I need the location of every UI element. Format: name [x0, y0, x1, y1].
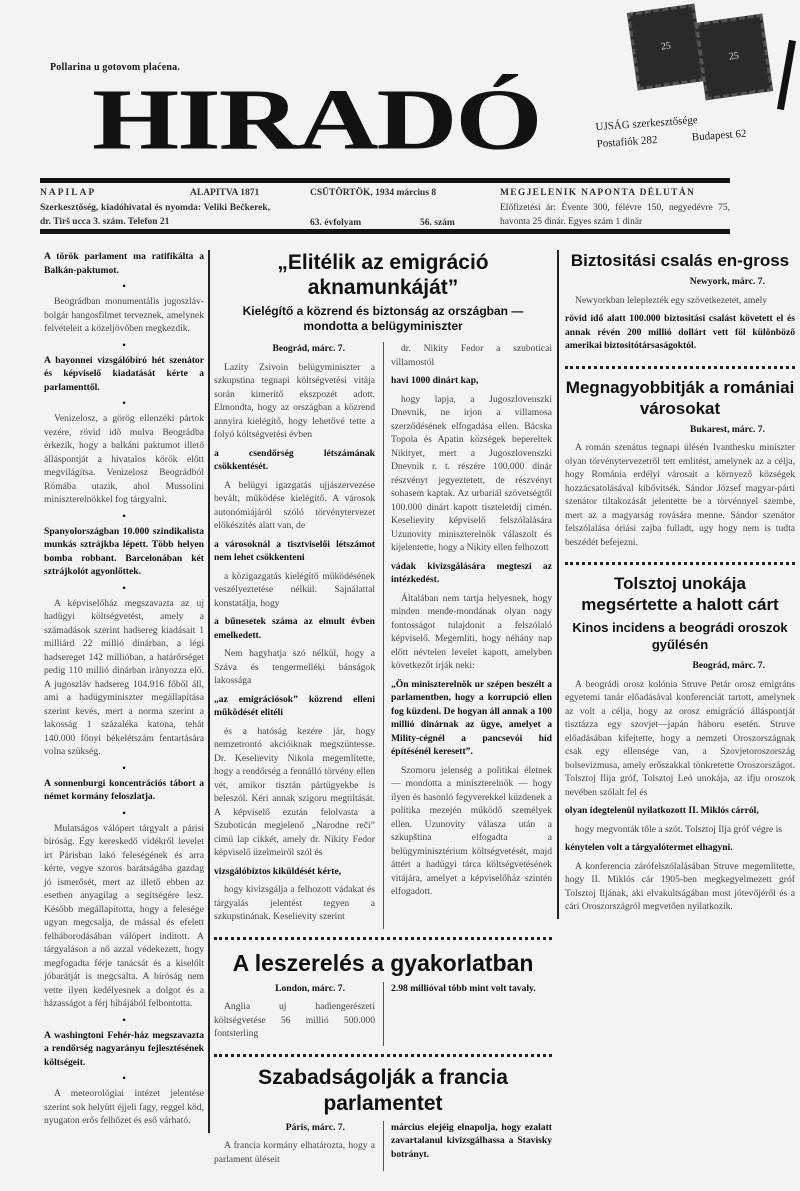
romania-article — [565, 423, 795, 555]
newspaper-title: HIRADÓ — [92, 71, 541, 169]
separator-bullet: • — [122, 1073, 126, 1084]
france-col-a — [214, 1121, 375, 1172]
paragraph: A belügyi igazgatás ujjászervezése bevált, működése kielégítő. A városok autonómiájáról szóló törvénytervezet előkészítés alatt van, de — [214, 479, 375, 531]
paragraph: A konferencia zárófelszólalásában Struve megemlitette, hogy II. Miklós cár 1905-ben megkegyelmezett gróf Tolsztoj Iljának, aki elvakultságában most jótevőjéről és a cári Oroszországról megvetően nyilatkozik. — [565, 860, 795, 912]
bold-paragraph: A sonnenburgi koncentrációs tábort a német kormány feloszlatja. — [44, 777, 204, 802]
bold-paragraph: Spanyolországban 10.000 szindikalista munkás sztrájkba lépett. Több helyen bomba robbant. Barcelonában két sztrájkolót agyonlőttek. — [44, 525, 204, 577]
bold-paragraph: kénytelen volt a tárgyalótermet elhagyni. — [565, 842, 733, 853]
disarm-col-b — [383, 982, 552, 1046]
ink-mark — [777, 40, 796, 110]
info-issue: 56. szám — [420, 218, 455, 228]
right-column — [557, 250, 795, 919]
paragraph: hogy lapja, a Jugoszlovenszki Dnevnik, ne irjon a villamosa szerződésének elfogadása ellen. Bácska Topola és Apatin községek bepereltek Nikityet, mert a Jugoszlovenszki Dnevnik r. t. részére 100.000 dinár részvényt jegyeztetett, de részvényt sohasem kaptak. Az urbariál szövetségtől 100.000 dinárt kapott tiszteletdíj cimén. Keselievity képviselő felszólalására Uzunovity miniszterelnök válaszolt és kijelentette, hogy a Nikity ellen felhozott — [391, 393, 552, 553]
bold-paragraph: rövid idő alatt 100.000 biztositási csalást követett el és annak révén 200 millió dollárt vett föl különböző amerikai biztositótársaságoktól. — [565, 313, 795, 351]
paragraph: és a hatóság kezére jár, hogy nemzetrontó akcióiknak megszüntesse. Dr. Keselievity Nikola megemlítette, hogy a rendőrség a fennálló törvény ellen vét, amikor tisztán pártügyekbe is beleszól. Kéri annak szigoru megtiltását. A képviselő ezután felolvasta a Szuboticán megjelenő „Narodne reči” cimü lap cikkét, amely dr. Nikity Fedor képviselő üzelmeiről szól és — [214, 725, 375, 858]
postage-stamp: 25 — [627, 4, 705, 91]
tolstoy-subhead: Kinos incidens a beográdi oroszok gyűlésén — [572, 620, 788, 652]
disarm-headline: A leszerelés a gyakorlatban — [232, 949, 534, 976]
bold-paragraph: vádak kivizsgálására megteszi az intézkedést. — [391, 560, 552, 585]
disarm-article — [214, 982, 552, 1046]
paragraph: A meteorológiai intézet jelentése szerint sok helyütt éjjeli fagy, reggel köd, nyugaton erős felhőzet és eső várható. — [44, 1088, 204, 1126]
disarm-col-a — [214, 982, 375, 1046]
dateline: Páris, márc. 7. — [285, 1121, 345, 1133]
dotted-rule — [214, 937, 552, 940]
insurance-headline: Biztositási csalás en-gross — [570, 251, 790, 270]
bold-paragraph: „Ön miniszterelnök ur szépen beszélt a parlamentben, hogy a korrupció ellen fog küzdeni. De hogyan áll annak a 100 millió dinárnak az ügye, amelyet a Mility-cégnél a pancsevói híd építésénél keresett”. — [391, 678, 552, 757]
paragraph: Általában nem tartja helyesnek, hogy minden mende-mondának olyan nagy fontosságot tulajdonit a felszólaló képviselő. Megemlíti, hogy néhány nap előtt névtelen levelet kapott, amelyben következőt írják neki: — [391, 592, 552, 671]
bold-paragraph: március elejéig elnapolja, hogy ezalatt zavartalanul kivizsgálhassa a Stavisky botrányt. — [391, 1121, 552, 1160]
rule — [40, 178, 730, 183]
main-article-col-b — [383, 342, 552, 929]
bold-paragraph: havi 1000 dinárt kap, — [391, 375, 479, 386]
editorial-stamp — [589, 106, 753, 155]
france-article — [214, 1121, 552, 1172]
tolstoy-article — [565, 659, 795, 919]
paragraph: A román szenátus tegnapi ülésén Ivanthesku miniszter olyan törvénytervezetről tett emlitést, amelynek az a célja, hogy Románia erdélyi városait a környező községek hozzácsatolásával kibővitsék. Sándor József magyar-párti szenátor tiltakozását jelentette be a törvénnyel szembe, mert az a magyarság rovására menne. Sándor szenátor felszólalása óriási zajba fulladt, ugy hogy nem is tudta beszédét befejezni. — [565, 442, 795, 548]
paragraph: Szomoru jelenség a politikai életnek — mondotta a miniszterelnök — hogy ilyen és hasonló fegyverekkel küzdenek a politika mezején működő személyek ellen. Uzunovity válasza után a szkupština elfogadta a belügyminisztérium költségvetését, majd áttért a hadügyi tárca költségvetésének vitájára, amelyet a képviselőház szintén elfogadott. — [391, 764, 552, 897]
bold-paragraph: a bűnesetek száma az elmult évben emelkedett. — [214, 616, 375, 641]
dateline: Bukarest, márc. 7. — [689, 423, 765, 435]
main-subhead: Kielégítő a közrend és biztonság az országban — mondotta a belügyminiszter — [242, 304, 524, 333]
separator-bullet: • — [122, 582, 126, 594]
bold-paragraph: „az emigrációsok” közrend elleni működését elitéli — [214, 693, 375, 718]
paragraph: Nem hagyhatja szó nélkül, hogy a Száva és tengermelléki bánságok lakossága — [214, 648, 375, 686]
separator-bullet: • — [122, 1014, 126, 1026]
bold-paragraph: 2.98 millióval több mint volt tavaly. — [391, 982, 536, 994]
stamp-line: Postafiók 282 — [596, 133, 658, 151]
paragraph: Mulatságos válópert tárgyalt a párisi bíróság. Egy kereskedő vidékről levelet irt Párisban lakó feleségének és arra kérte, vegye szoros barátságába gazdag jó ismerősét, mert az illető ebben az esetben anyagilag a segítségére lesz. Később megállapította, hogy a felesége ugyan megcsalja, de mással és efelett felháborodásában válópert inditott. A tárgyaláson a nő azzal védekezett, hogy megfogadta férje tanácsát és a kiselőlt jóbarátját is megcsalta. A bíróság nem vette ilyen kedélyesnek a dolgot és a házasságot a férj hibájából felbontotta. — [44, 822, 204, 1009]
paragraph: Lazity Zsivoin belügyminiszter a szkupstina tegnapi költségvetési vitája során kimerítő ekszpozét adott. Elmondta, hogy az országban a közrend annyira kielégítő, hogy lehetővé tette a folyó költségvetési évben — [214, 361, 375, 440]
paragraph: Newyorkban leleplezték egy szövetkezetet, amely — [575, 294, 768, 306]
bold-paragraph: A török parlament ma ratifikálta a Balkán-paktumot. — [44, 251, 204, 276]
dateline: Beográd, márc. 7. — [692, 660, 765, 671]
stamp-line: UJSÁG szerkesztősége — [595, 114, 699, 134]
paragraph: A beográdi orosz kolónia Struve Petár orosz emigráns egyetemi tanár előadásával konferenciát tartott, amelynek az volt a célja, hogy az orosz emigráció álláspontját tisztázza egy szovjet—japán háboru esetén. Struve előadásában kifejtette, hogy a nemzeti Oroszországnak csak egy ellensége van, a Szovjetoroszország bolsevizmusa, amely erőszakkal tönkretette Oroszországot. Tolsztoj Ilija gróf, Tolsztoj Leó unokája, az ifju oroszok nevében szólalt fel és — [565, 678, 795, 798]
stamp-line: Budapest 62 — [691, 127, 747, 144]
paragraph: hogy kivizsgálja a felhozott vádakat és tárgyalás jelentést tegyen a szkupstinának. Keselievity szerint — [214, 884, 375, 922]
france-col-b — [383, 1121, 552, 1172]
paragraph: A képviselőház megszavazta az uj hadügyi költségvetést, amely a számadások szerint hadsereg kiadásait 1 milliárd 22 millió dinárban, a légi hadsereget 142 millióban, a határőrséget pedig 110 millió dinárban irányozza elő. A jugoszláv hadsereg 104.916 főből áll, ami a hadügyminiszter megállapítása szerint kevés, mert a norma szerint a lakosság 1 százaléka katona, tehát 140.000 főnyi békelétszám fentartására volna szükség. — [44, 597, 204, 757]
bold-paragraph: a csendőrség létszámának csökkentését. — [214, 447, 375, 472]
info-date: CSÜTÖRTÖK, 1934 március 8 — [310, 188, 437, 198]
info-appears: MEGJELENIK NAPONTA DÉLUTÁN — [500, 188, 696, 198]
bold-paragraph: A washingtoni Fehér-ház megszavazta a rendőrség nagyarányu fejlesztésének költségeit. — [44, 1029, 204, 1068]
romania-headline: Megnagyobbitják a romániai városokat — [565, 377, 795, 418]
paragraph: A francia kormány elhatározta, hogy a parlament üléseit — [214, 1140, 375, 1165]
insurance-article — [565, 275, 795, 358]
dateline: London, márc. 7. — [275, 982, 345, 994]
postage-stamp: 25 — [695, 14, 773, 101]
bold-paragraph: olyan idegtelenül nyilatkozott II. Miklós cárról, — [565, 805, 759, 816]
info-address: Szerkesztőség, kiadóhivatal és nyomda: Veliki Bečkerek, dr. Tirš ucca 3. szám. Telefon 21 — [40, 203, 270, 227]
dateline: Newyork, márc. 7. — [689, 276, 765, 287]
dateline: Beográd, márc. 7. — [272, 343, 345, 354]
main-column — [214, 250, 552, 1171]
separator-bullet: • — [122, 762, 126, 774]
bold-paragraph: a városoknál a tisztviselői létszámot nem lehet csökkenteni — [214, 538, 375, 563]
paragraph: Anglia uj hadiengerészeti költségvetése 56 millió 500.000 fontsterling — [214, 1001, 375, 1039]
dotted-rule — [565, 562, 795, 565]
paragraph: dr. Nikity Fedor a szuboticai villamostól — [391, 343, 552, 368]
separator-bullet: • — [122, 281, 126, 292]
separator-bullet: • — [122, 807, 126, 819]
france-headline: Szabadságolják a francia parlamentet — [258, 1065, 508, 1115]
info-subscription: Előfizetési ár: Évente 300, félévre 150, negyedévre 75, havonta 25 dinár. Egyes szám 1 dinár — [500, 203, 730, 227]
main-headline: „Elitélik az emigráció aknamunkáját” — [277, 251, 489, 299]
postage-note: Pollarina u gotovom plaćena. — [50, 62, 181, 73]
news-briefs — [44, 250, 210, 1133]
main-article-col-a — [214, 342, 375, 929]
bold-paragraph: vizsgálóbiztos kiküldését kérte, — [214, 865, 342, 877]
separator-bullet: • — [122, 339, 126, 351]
dotted-rule — [565, 366, 795, 369]
info-type: NAPILAP — [40, 188, 97, 198]
paragraph: hogy megvonták tőle a szót. Tolsztoj Ilja gróf végre is — [575, 823, 782, 835]
paragraph: Venizelosz, a görög ellenzéki pártok vezére, rövid idő mulva Beográdba érkezik, hogy a balkáni paktumot illető álláspontját a hivatalos körök előtt megvilágítsa. Venizelosz Beográdból Rómába utazik, ahol Mussolini miniszterelnökkel fog tárgyalni. — [44, 413, 204, 505]
info-volume: 63. évfolyam — [310, 218, 362, 228]
rule — [40, 229, 730, 234]
separator-bullet: • — [122, 510, 126, 522]
paragraph: Beográdban monumentális jugoszláv-bolgár hangosfilmet terveznek, amelynek felvételeit a közeljövőben megkezdik. — [44, 296, 204, 334]
separator-bullet: • — [122, 398, 126, 409]
main-article — [214, 342, 552, 929]
paragraph: a közigazgatás kielégítő működésének veszélyeztetése nélkül. Sajnálattal konstatálja, hogy — [214, 570, 375, 609]
bold-paragraph: A bayonnei vizsgálóbíró hét szenátor és képviselő kiadatását kérte a parlamenttől. — [44, 354, 204, 393]
dotted-rule — [214, 1054, 552, 1057]
tolstoy-headline: Tolsztoj unokája megsértette a halott cárt — [581, 574, 779, 614]
info-founded: ALAPITVA 1871 — [190, 188, 260, 198]
